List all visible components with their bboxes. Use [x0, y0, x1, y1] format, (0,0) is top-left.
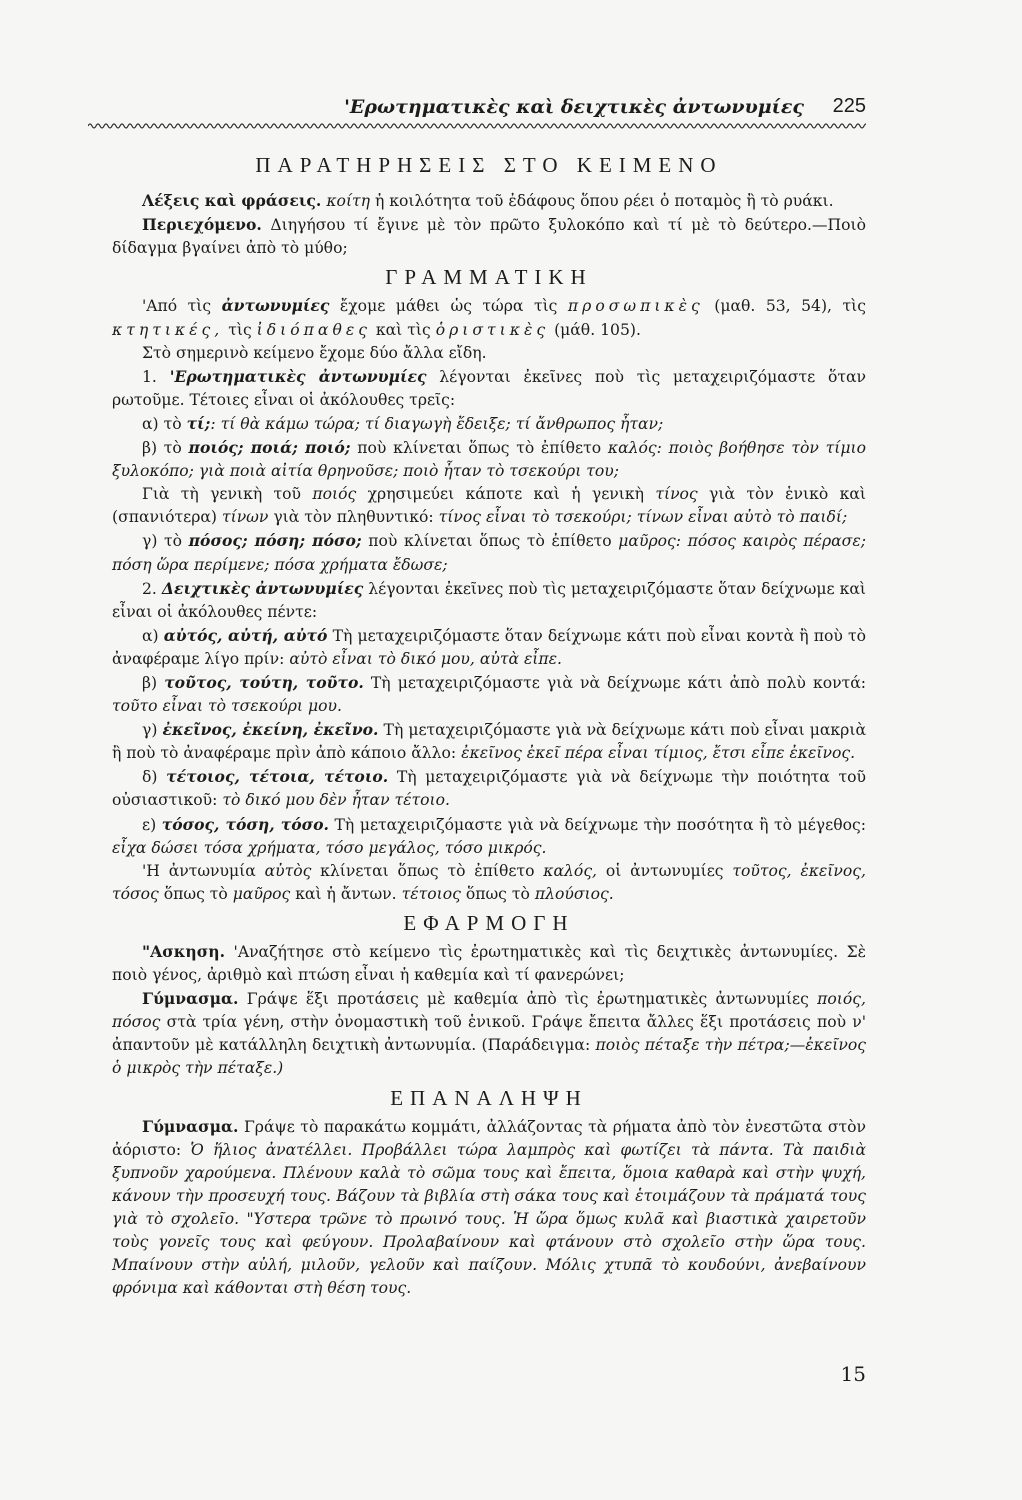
text-run: 'Από τὶς: [142, 297, 212, 316]
header-wavy-rule: [88, 122, 866, 130]
text-run: γιὰ τὸν πληθυντικό:: [273, 508, 434, 527]
text-run: ὅπως τὸ: [465, 884, 530, 903]
paragraph-grammar-intro: [112, 294, 866, 341]
text-run: (μάθ. 105).: [554, 320, 641, 339]
term-demonstrative: Δειχτικὲς ἀντωνυμίες: [161, 578, 364, 598]
term-personal: προσωπικὲς: [567, 297, 704, 316]
term-koiti: κοίτη: [326, 192, 371, 211]
examples: αὐτὸ εἶναι τὸ δικό μου, αὐτὰ εἶπε.: [289, 649, 562, 668]
term: τίνος: [655, 485, 698, 504]
item-dd-tetoios: [112, 765, 866, 812]
section-heading-application: ΕΦΑΡΜΟΓΗ: [403, 910, 575, 935]
term: τέτοιος: [401, 884, 461, 903]
text-run: καὶ τὶς: [375, 320, 431, 339]
examples: : τί θὰ κάμω τώρα; τί διαγωγὴ ἔδειξε; τί ἄνθρωπος ἦταν;: [210, 414, 664, 433]
term-mavros: μαῦρος:: [618, 532, 681, 551]
term-posos: πόσος; πόση; πόσο;: [188, 531, 362, 551]
item-da-aftos: [112, 624, 866, 671]
item-marker: γ) τὸ: [142, 532, 183, 551]
term: αὐτὸς: [264, 861, 312, 880]
text-run: χρησιμεύει κάποτε καὶ ἡ γενικὴ: [367, 485, 644, 504]
section-heading-review: ΕΠΑΝΑΛΗΨΗ: [390, 1085, 588, 1110]
term-kalos: καλός:: [607, 439, 662, 458]
term-ekeinos: ἐκεῖνος, ἐκείνη, ἐκεῖνο.: [162, 720, 379, 740]
examples: πόσος καιρὸς πέρασε; πόση ὥρα περίμενε; πόσα χρήματα ἔδωσε;: [112, 532, 866, 574]
label-exercise: "Ασκηση.: [142, 942, 226, 961]
item-a-ti: [112, 412, 866, 436]
text-run: Γράψε τὸ παρακάτω κομμάτι, ἀλλάζοντας τὰ ρήματα ἀπὸ τὸν ἐνεστῶτα στὸν ἀόριστο:: [112, 1117, 866, 1159]
term: ποιός: [312, 485, 357, 504]
examples: ἐκεῖνος ἐκεῖ πέρα εἶναι τίμιος, ἔτσι εἶπε ἐκεῖνος.: [461, 744, 856, 763]
text-run: 'Αναζήτησε στὸ κείμενο τὶς ἐρωτηματικὲς καὶ τὶς δειχτικὲς ἀντωνυμίες. Σὲ ποιὸ γένος, ἀριθμὸ καὶ πτώση εἶναι ἡ καθεμία καὶ τί φανερώνει;: [112, 943, 866, 985]
paragraph-declension-note: [112, 860, 866, 906]
paragraph-exercise: [112, 940, 866, 987]
item-dc-ekeinos: [112, 718, 866, 765]
term: καλός,: [543, 861, 598, 880]
examples: τίνος εἶναι τὸ τσεκούρι; τίνων εἶναι αὐτὸ τὸ παιδί;: [438, 508, 848, 527]
text-run: Τὴ μεταχειριζόμαστε ὅταν δείχνωμε κάτι ποὺ εἶναι κοντὰ ἢ ποὺ τὸ ἀναφέραμε λίγο πρίν:: [112, 626, 866, 668]
text-run: λέγονται ἐκεῖνες ποὺ τὶς μεταχειριζόμαστε ὅταν ρωτοῦμε. Τέτοιες εἶναι οἱ ἀκόλουθες τρεῖς:: [112, 367, 866, 409]
text-run: στὰ τρία γένη, στὴν ὀνομαστικὴ τοῦ ἑνικοῦ. Γράψε ἔπειτα ἄλλες ἕξι προτάσεις ποὺ ν' ἀπαντοῦν μὲ κατάλληλη δειχτικὴ ἀντωνυμία. (Παράδειγμα:: [112, 1013, 866, 1055]
text-run: Τὴ μεταχειριζόμαστε γιὰ νὰ δείχνωμε τὴν ποιότητα τοῦ οὐσιαστικοῦ:: [112, 768, 866, 810]
examples: τοῦτο εἶναι τὸ τσεκούρι μου.: [112, 697, 342, 716]
text-run: 'Η ἀντωνυμία: [142, 861, 256, 880]
text-run: οἱ ἀντωνυμίες: [605, 861, 724, 880]
term-ti: τί;: [186, 413, 211, 433]
text-run: Γιὰ τὴ γενικὴ τοῦ: [142, 485, 302, 504]
paragraph-vocabulary: [112, 189, 866, 213]
text-run: ποὺ κλίνεται ὅπως τὸ ἐπίθετο: [357, 439, 602, 458]
term-definite: ὁριστικὲς: [435, 320, 550, 339]
text-run: ἔχομε μάθει ὡς τώρα τὶς: [339, 297, 558, 316]
section-heading-grammar: ΓΡΑΜΜΑΤΙΚΗ: [385, 265, 593, 290]
item-number: 2.: [142, 579, 157, 598]
item-marker: α) τὸ: [142, 414, 182, 433]
review-passage: Ὁ ἥλιος ἀνατέλλει. Προβάλλει τώρα λαμπρὸς καὶ φωτίζει τὰ πάντα. Τὰ παιδιὰ ξυπνοῦν χαρούμενα. Πλένουν καλὰ τὸ σῶμα τους καὶ ἔπειτα, ὅμοια καθαρὰ καὶ στὴν ψυχή, κάνουν τὴν προσευχή τους. Βάζουν τὰ βιβλία στὴ σάκα τους καὶ ἑτοιμάζουν τὰ πράματά τους γιὰ τὸ σχολεῖο. "Υστερα τρῶνε τὸ πρωινό τους. Ἡ ὥρα ὅμως κυλᾶ καὶ βιαστικὰ χαιρετοῦν τοὺς γονεῖς τους καὶ φεύγουν. Προλαβαίνουν καὶ φτάνουν στὸ σχολεῖο στὴν ὥρα τους. Μπαίνουν στὴν αὐλή, μιλοῦν, γελοῦν καὶ παίζουν. Μόλις χτυπᾶ τὸ κουδούνι, ἀνεβαίνουν φρόνιμα καὶ κάθονται στὴ θέση τους.: [112, 1140, 866, 1298]
text-run: Τὴ μεταχειριζόμαστε γιὰ νὰ δείχνωμε τὴν ποσότητα ἢ τὸ μέγεθος:: [334, 815, 866, 834]
content-question: Διηγήσου τί ἔγινε μὲ τὸν πρῶτο ξυλοκόπο καὶ τί μὲ τὸ δεύτερο.—Ποιὸ δίδαγμα βγαίνει ἀπὸ τὸ μύθο;: [112, 216, 866, 258]
term: τοῦτος, ἐκεῖνος, τόσος: [112, 861, 866, 903]
paragraph-genitive: [112, 483, 866, 529]
text-run: καὶ ἡ ἄντων.: [295, 884, 397, 903]
item-db-toutos: [112, 671, 866, 718]
term-poios: ποιός; ποιά; ποιό;: [188, 438, 351, 458]
text-run: Τὴ μεταχειριζόμαστε γιὰ νὰ δείχνωμε κάτι ποὺ εἶναι μακριὰ ἢ ποὺ τὸ ἀναφέραμε πρὶν ἀπὸ κάποιο ἄλλο:: [112, 721, 866, 763]
paragraph-demonstrative: [112, 577, 866, 624]
text-run: κλίνεται ὅπως τὸ ἐπίθετο: [320, 861, 535, 880]
term-interrogative: 'Ερωτηματικὲς ἀντωνυμίες: [169, 366, 427, 386]
term-tosos: τόσος, τόση, τόσο.: [161, 814, 329, 834]
term-aftos: αὐτός, αὐτή, αὐτό: [163, 625, 328, 645]
text-run: ὅπως τὸ: [163, 884, 228, 903]
header-title: 'Ερωτηματικὲς καὶ δειχτικὲς ἀντωνυμίες: [344, 96, 804, 118]
term: τίνων: [221, 508, 269, 527]
text-run: Γράψε ἕξι προτάσεις μὲ καθεμία ἀπὸ τὶς ἐρωτηματικὲς ἀντωνυμίες: [246, 990, 809, 1009]
paragraph-content: [112, 213, 866, 260]
item-marker: β): [142, 673, 158, 692]
paragraph-interrogative: [112, 365, 866, 412]
label-drill: Γύμνασμα.: [142, 1116, 239, 1136]
running-header: [88, 96, 866, 126]
term: μαῦρος: [232, 884, 291, 903]
text-run: γιὰ τὸν ἑνικὸ καὶ (σπανιότερα): [112, 485, 866, 527]
term-toutos: τοῦτος, τούτη, τοῦτο.: [164, 672, 364, 692]
item-marker: δ): [142, 768, 158, 787]
label-vocabulary: Λέξεις καὶ φράσεις.: [142, 191, 322, 211]
examples: εἶχα δώσει τόσα χρήματα, τόσο μεγάλος, τόσο μικρός.: [112, 838, 547, 857]
paragraph-drill: [112, 987, 866, 1080]
item-b-poios: [112, 436, 866, 483]
term: πλούσιος.: [534, 884, 614, 903]
paragraph-grammar-intro2: Στὸ σημερινὸ κείμενο ἔχομε δύο ἄλλα εἴδη.: [142, 343, 487, 362]
text-run: (μαθ. 53, 54), τὶς: [714, 297, 866, 316]
item-c-posos: [112, 529, 866, 576]
signature-mark: 15: [840, 1362, 866, 1386]
examples: ποιὸς βοήθησε τὸν τίμιο ξυλοκόπο; γιὰ ποιὰ αἰτία θρηνοῦσε; ποιὸ ἦταν τὸ τσεκούρι του;: [112, 439, 866, 481]
item-number: 1.: [142, 367, 157, 386]
text-run: ποὺ κλίνεται ὅπως τὸ ἐπίθετο: [368, 532, 612, 551]
label-content: Περιεχόμενο.: [142, 215, 262, 235]
term-possessive: κτητικές,: [112, 320, 224, 339]
paragraph-review-drill: [112, 1115, 866, 1301]
examples: τὸ δικό μου δὲν ἦταν τέτοιο.: [222, 791, 450, 810]
term-tetoios: τέτοιος, τέτοια, τέτοιο.: [166, 767, 389, 787]
section-heading-remarks: ΠΑΡΑΤΗΡΗΣΕΙΣ ΣΤΟ ΚΕΙΜΕΝΟ: [255, 153, 723, 177]
page-body: [112, 150, 866, 1300]
text-run: τὶς: [228, 320, 252, 339]
definition-text: ἡ κοιλότητα τοῦ ἐδάφους ὅπου ρέει ὁ ποταμὸς ἢ τὸ ρυάκι.: [375, 192, 834, 211]
example: ποιὸς πέταξε τὴν πέτρα;—ἐκεῖνος ὁ μικρὸς τὴν πέταξε.): [112, 1036, 866, 1078]
term-pronouns: ἀντωνυμίες: [221, 296, 330, 316]
term-reflexive: ἰδιόπαθες: [256, 320, 371, 339]
term: ποιός, πόσος: [112, 990, 866, 1032]
item-marker: β) τὸ: [142, 439, 182, 458]
item-marker: ε): [142, 815, 157, 834]
page-number: 225: [832, 95, 866, 117]
text-run: λέγονται ἐκεῖνες ποὺ τὶς μεταχειριζόμαστε ὅταν δείχνωμε καὶ εἶναι οἱ ἀκόλουθες πέντε:: [112, 579, 867, 621]
item-marker: α): [142, 626, 159, 645]
label-drill: Γύμνασμα.: [142, 989, 239, 1009]
item-de-tosos: [112, 813, 866, 860]
text-run: Τὴ μεταχειριζόμαστε γιὰ νὰ δείχνωμε κάτι ἀπὸ πολὺ κοντά:: [370, 673, 866, 692]
item-marker: γ): [142, 721, 158, 740]
